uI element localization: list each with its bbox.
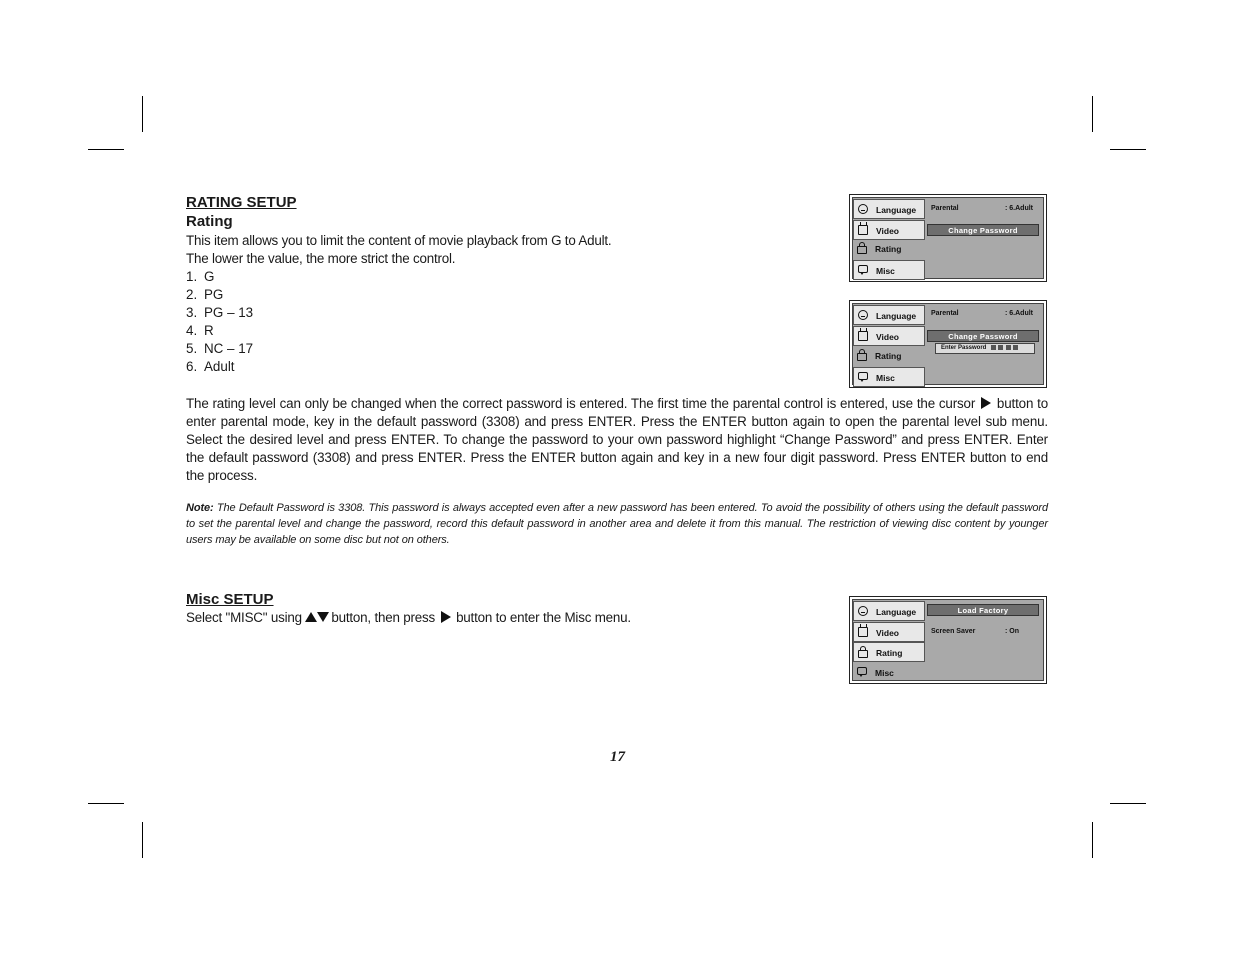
osd-item-misc: Misc — [853, 367, 925, 387]
lock-icon — [857, 246, 867, 254]
osd-item-language: Language — [853, 199, 925, 219]
crop-mark — [142, 822, 143, 858]
rating-intro-line-1: This item allows you to limit the content of movie playback from G to Adult. — [186, 233, 612, 248]
up-arrow-icon — [305, 612, 317, 622]
screen-saver-label: Screen Saver — [931, 628, 976, 635]
language-icon — [858, 310, 868, 320]
osd-misc-menu — [849, 596, 1047, 684]
tv-icon — [858, 225, 868, 235]
crop-mark — [88, 803, 124, 804]
note-paragraph: Note: The Default Password is 3308. This password is always accepted even after a new password has been entered. To avoid the possibility of others using the default password to set the parental level and change the password, record this default password in another area and delete it from this manual. The restriction of viewing disc content by younger users may be available on some disc but not on others. — [186, 502, 1048, 547]
language-icon — [858, 204, 868, 214]
page-number: 17 — [610, 749, 625, 765]
change-password-button: Change Password — [927, 224, 1039, 236]
password-dot — [1006, 345, 1011, 350]
osd-item-video: Video — [853, 220, 925, 240]
crop-mark — [1110, 803, 1146, 804]
password-dot — [998, 345, 1003, 350]
parental-label: Parental — [931, 205, 959, 212]
tv-icon — [858, 627, 868, 637]
misc-setup-heading: Misc SETUP — [186, 591, 274, 608]
tv-icon — [858, 331, 868, 341]
osd-item-misc: Misc — [853, 663, 925, 683]
load-factory-button: Load Factory — [927, 604, 1039, 616]
change-password-button: Change Password — [927, 330, 1039, 342]
speech-bubble-icon — [858, 265, 868, 273]
crop-mark — [88, 149, 124, 150]
right-arrow-icon — [981, 397, 991, 409]
rating-instructions — [186, 395, 1048, 485]
crop-mark — [1092, 96, 1093, 132]
crop-mark — [1092, 822, 1093, 858]
osd-item-video: Video — [853, 326, 925, 346]
osd-item-rating: Rating — [853, 239, 925, 259]
password-dot — [1013, 345, 1018, 350]
crop-mark — [1110, 149, 1146, 150]
list-item: 5. NC – 17 — [186, 341, 254, 356]
rating-note — [186, 500, 1048, 549]
password-dot — [991, 345, 996, 350]
list-item: 1. G — [186, 269, 215, 284]
list-item: 3. PG – 13 — [186, 305, 254, 320]
rating-intro-line-2: The lower the value, the more strict the control. — [186, 251, 456, 266]
misc-section — [186, 591, 826, 627]
enter-password-box: Enter Password — [935, 343, 1035, 354]
osd-item-rating: Rating — [853, 642, 925, 662]
rating-subheading: Rating — [186, 213, 233, 230]
osd-rating-menu — [849, 194, 1047, 282]
osd-item-language: Language — [853, 305, 925, 325]
rating-level-list — [186, 268, 826, 376]
list-item: 2. PG — [186, 287, 224, 302]
osd-password-menu — [849, 300, 1047, 388]
osd-item-rating: Rating — [853, 346, 925, 366]
speech-bubble-icon — [858, 372, 868, 380]
speech-bubble-icon — [857, 667, 867, 675]
osd-item-misc: Misc — [853, 260, 925, 280]
lock-icon — [858, 650, 868, 658]
crop-mark — [142, 96, 143, 132]
rating-setup-heading: RATING SETUP — [186, 194, 297, 211]
lock-icon — [857, 353, 867, 361]
screen-saver-value: : On — [1005, 628, 1019, 635]
parental-value: : 6.Adult — [1005, 310, 1033, 317]
parental-label: Parental — [931, 310, 959, 317]
list-item: 6. Adult — [186, 359, 235, 374]
parental-value: : 6.Adult — [1005, 205, 1033, 212]
down-arrow-icon — [317, 612, 329, 622]
rating-paragraph: The rating level can only be changed when the correct password is entered. The first time the parental control is entered, use the cursor button to enter parental mode, key in the default password (3308) and press ENTER. Press the ENTER button again to open the parental level sub menu. Select the desired level and press ENTER. To change the password to your own password highlight “Change Password” and press ENTER. Enter the default password (3308) and press ENTER. Press the ENTER button again and key in a new four digit password. Press ENTER button to end the process. — [186, 396, 1048, 483]
note-label: Note: — [186, 502, 214, 514]
right-arrow-icon — [441, 611, 451, 623]
language-icon — [858, 606, 868, 616]
osd-item-video: Video — [853, 622, 925, 642]
osd-item-language: Language — [853, 601, 925, 621]
list-item: 4. R — [186, 323, 214, 338]
rating-section — [186, 194, 826, 376]
misc-instruction: Select "MISC" using button, then press button to enter the Misc menu. — [186, 610, 631, 625]
